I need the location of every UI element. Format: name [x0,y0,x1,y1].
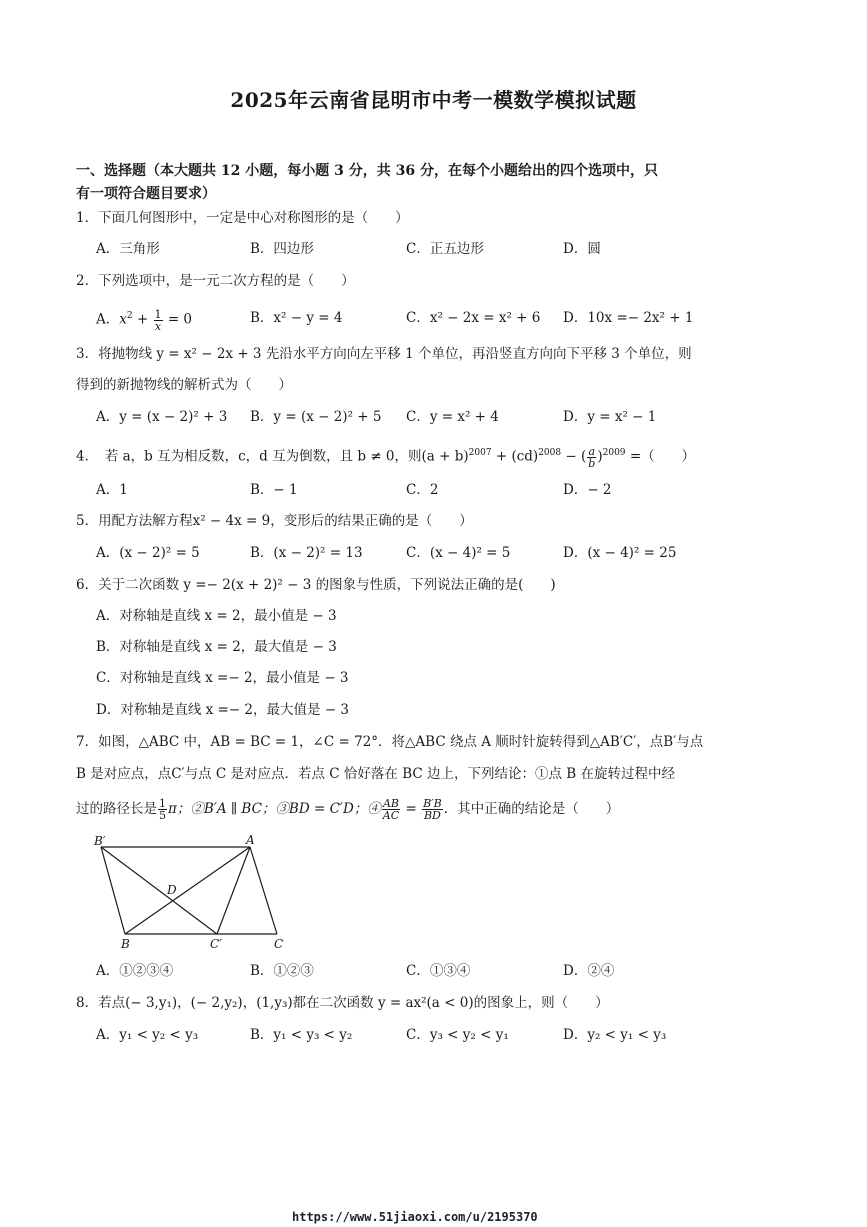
q1-option-c: C．正五边形 [406,241,484,257]
q7-fraction-ab-ac: $\frac{AB}{AC}$ [382,797,400,822]
q8-stem: 8．若点(− 3,y₁)，(− 2,y₂)，(1,y₃)都在二次函数 y = ax²(a < 0)的图象上，则（ ） [76,995,609,1011]
q2-option-a-rhs: = 0 [167,311,193,328]
q7-fraction-bb-bd: $\frac{B'B}{BD}$ [423,797,442,822]
label-c: C [274,937,284,951]
q4-stem-end: =（ ） [625,448,696,465]
section-heading [76,160,736,206]
q2-option-b: B．x² − y = 4 [250,310,343,326]
q6-option-c: C．对称轴是直线 x =− 2，最小值是 − 3 [96,670,349,686]
q3-option-a: A．y = (x − 2)² + 3 [96,409,228,425]
q1-option-b: B．四边形 [250,241,314,257]
label-d: D [167,883,177,897]
q5-option-b: B．(x − 2)² = 13 [250,545,363,561]
q4-option-d: D．− 2 [563,482,612,498]
q2-option-c: C．x² − 2x = x² + 6 [406,310,541,326]
q1-option-d: D．圆 [563,241,601,257]
segment-bp-cp [101,847,217,934]
q4-option-c: C．2 [406,482,439,498]
q4-exp3: 2009 [602,448,626,458]
q3-stem-line2: 得到的新抛物线的解析式为（ ） [76,377,292,393]
q4-exp1: 2007 [468,448,492,458]
q4-exp2: 2008 [538,448,562,458]
q7-equals: = [401,801,422,817]
q7-line3-text: 过的路径长是 [76,801,157,817]
section-heading-line2: 有一项符合题目要求） [76,186,216,202]
q4-fraction: $\frac{a}{b}$ [588,444,596,470]
q2-option-a-x: x [119,311,127,328]
q7-fraction-path: $\frac{1}{5}$ [159,797,166,822]
q8-option-a: A．y₁ < y₂ < y₃ [96,1027,199,1043]
q5-option-c: C．(x − 4)² = 5 [406,545,511,561]
q1-option-a: A．三角形 [96,241,160,257]
label-b: B [121,937,130,951]
q8-option-b: B．y₁ < y₃ < y₂ [250,1027,353,1043]
q7-option-d: D．②④ [563,963,615,979]
q3-stem-line1: 3．将抛物线 y = x² − 2x + 3 先沿水平方向向左平移 1 个单位，再沿竖直方向向下平移 3 个单位，则 [76,346,692,362]
q7-option-a: A．①②③④ [96,963,174,979]
q7-stem-line1: 7．如图，△ABC 中，AB = BC = 1，∠C = 72°．将△ABC 绕点 A 顺时针旋转得到△AB′C′，点B′与点 [76,734,704,750]
q4-option-b: B．− 1 [250,482,298,498]
q3-option-d: D．y = x² − 1 [563,409,657,425]
footer-watermark-url: https://www.51jiaoxi.com/u/2195370 [292,1210,538,1224]
q5-stem: 5．用配方法解方程x² − 4x = 9，变形后的结果正确的是（ ） [76,513,473,529]
q7-option-b: B．①②③ [250,963,314,979]
segment-cp-a [217,847,250,934]
q7-stem-line3 [76,798,619,821]
q6-option-a: A．对称轴是直线 x = 2，最小值是 − 3 [96,608,337,624]
q5-option-d: D．(x − 4)² = 25 [563,545,677,561]
segment-a-c [250,847,277,934]
q2-option-a: A．$x^2$ + $\frac{1}{x}$ = 0 [96,307,193,333]
section-heading-line1: 一、选择题（本大题共 12 小题，每小题 3 分，共 36 分，在每个小题给出的四个选项中，只 [76,163,658,179]
q7-option-c: C．①③④ [406,963,471,979]
q4-option-a: A．1 [96,482,128,498]
q2-stem: 2．下列选项中，是一元二次方程的是（ ） [76,273,355,289]
q6-option-b: B．对称轴是直线 x = 2，最大值是 − 3 [96,639,337,655]
q8-option-c: C．y₃ < y₂ < y₁ [406,1027,509,1043]
q2-option-a-fraction: $\frac{1}{x}$ [154,307,162,333]
q7-line3-conclusions: π；②B′A ∥ BC；③BD = C′D；④ [168,801,381,817]
segment-b-a [125,847,250,934]
q7-line3-end: ．其中正确的结论是（ ） [443,801,620,817]
q2-option-a-label: A． [96,311,120,328]
q6-stem: 6．关于二次函数 y =− 2(x + 2)² − 3 的图象与性质，下列说法正确的是( ) [76,577,556,593]
q4-expr2: + (cd) [491,448,539,465]
q7-geometry-figure [90,830,300,955]
segment-bp-b [101,847,125,934]
q3-option-c: C．y = x² + 4 [406,409,499,425]
q8-option-d: D．y₂ < y₁ < y₃ [563,1027,667,1043]
q1-stem: 1．下面几何图形中，一定是中心对称图形的是（ ） [76,210,409,226]
q4-minus: − [561,448,582,465]
label-a: A [246,833,255,847]
q2-option-d: D．10x =− 2x² + 1 [563,310,694,326]
q2-option-a-plus: + [136,311,149,328]
label-c-prime: C′ [210,937,222,951]
q5-option-a: A．(x − 2)² = 5 [96,545,200,561]
label-b-prime: B′ [94,834,106,848]
q4-expr1: (a + b) [421,448,469,465]
q7-stem-line2: B 是对应点，点C′与点 C 是对应点．若点 C 恰好落在 BC 边上，下列结论：①点 B 在旋转过程中经 [76,766,676,782]
page-title: 2025年云南省昆明市中考一模数学模拟试题 [230,88,637,112]
q4-stem: 4． 若 a，b 互为相反数，c，d 互为倒数，且 b ≠ 0，则$(a + b)^{2007} + (cd)^{2008}$ − ( $\frac{a}{b}$ )$^{2009}$ =（ ） [76,444,696,470]
q6-option-d: D．对称轴是直线 x =− 2，最大值是 − 3 [96,702,350,718]
q4-stem-text: 4． 若 a，b 互为相反数，c，d 互为倒数，且 b ≠ 0，则 [76,448,422,465]
q3-option-b: B．y = (x − 2)² + 5 [250,409,382,425]
